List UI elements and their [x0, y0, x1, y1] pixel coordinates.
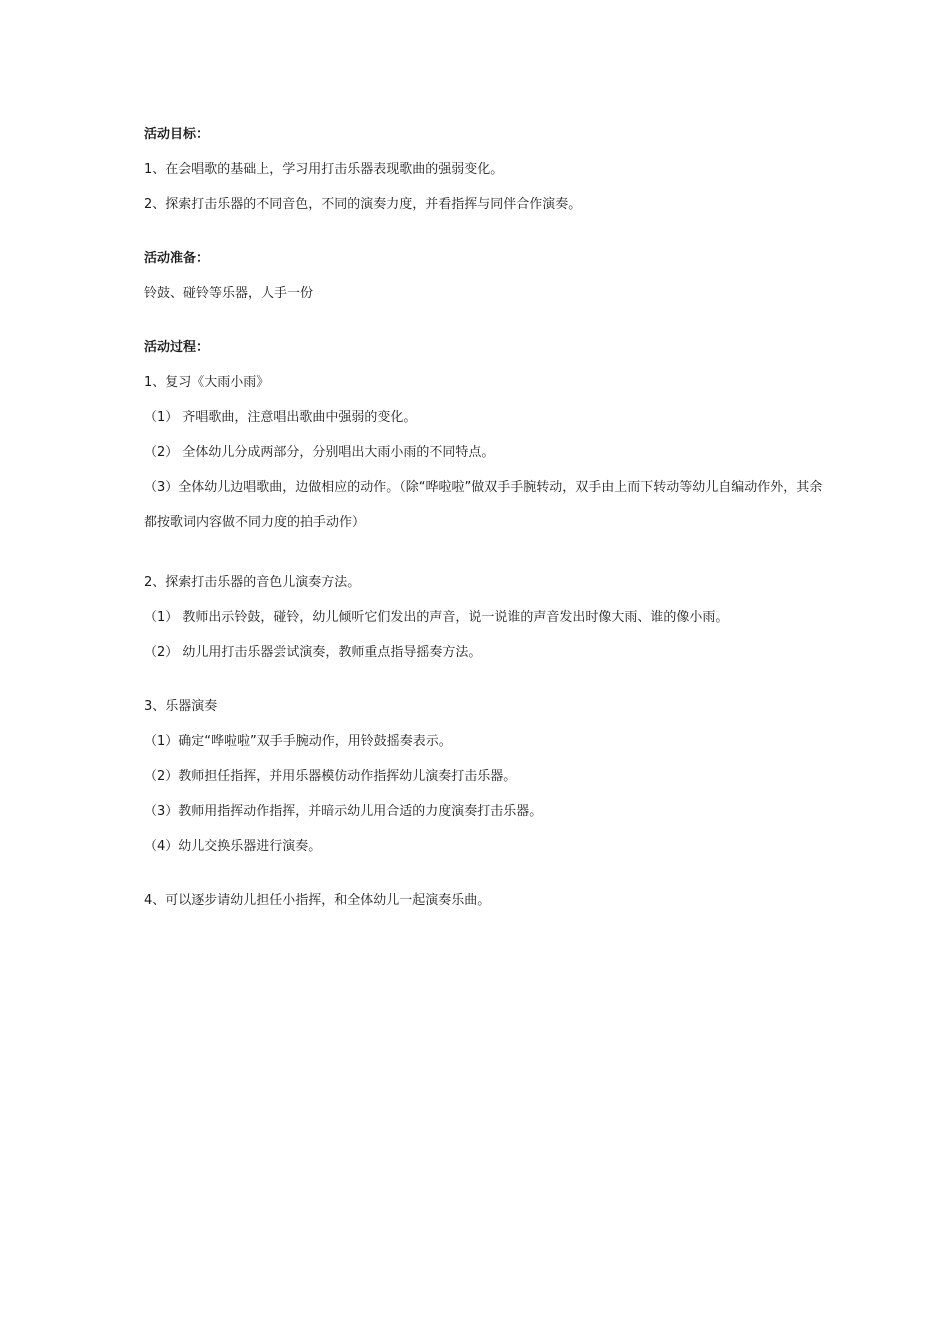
goal-item-1: 1、在会唱歌的基础上，学习用打击乐器表现歌曲的强弱变化。: [144, 162, 504, 177]
step1-item-3: （3）全体幼儿边唱歌曲，边做相应的动作。（除“哗啦啦”做双手手腕转动，双手由上而下转动等幼儿自编动作外，其余都按歌词内容做不同力度的拍手动作）: [144, 480, 823, 530]
step1-title: 1、复习《大雨小雨》: [144, 375, 270, 390]
step4-title: 4、可以逐步请幼儿担任小指挥，和全体幼儿一起演奏乐曲。: [144, 893, 491, 908]
step3-title: 3、乐器演奏: [144, 699, 218, 714]
step3-item-3: （3）教师用指挥动作指挥，并暗示幼儿用合适的力度演奏打击乐器。: [144, 804, 543, 819]
step3-item-2: （2）教师担任指挥，并用乐器模仿动作指挥幼儿演奏打击乐器。: [144, 769, 517, 784]
step1-item-2: （2） 全体幼儿分成两部分，分别唱出大雨小雨的不同特点。: [144, 445, 495, 460]
goals-heading: 活动目标：: [144, 127, 210, 142]
step3-item-4: （4）幼儿交换乐器进行演奏。: [144, 839, 322, 854]
step1-item-1: （1） 齐唱歌曲，注意唱出歌曲中强弱的变化。: [144, 410, 417, 425]
step2-title: 2、探索打击乐器的音色儿演奏方法。: [144, 575, 361, 590]
step2-item-2: （2） 幼儿用打击乐器尝试演奏，教师重点指导摇奏方法。: [144, 645, 482, 660]
step3-item-1: （1）确定“哗啦啦”双手手腕动作，用铃鼓摇奏表示。: [144, 734, 452, 749]
goal-item-2: 2、探索打击乐器的不同音色，不同的演奏力度，并看指挥与同伴合作演奏。: [144, 197, 582, 212]
prep-text: 铃鼓、碰铃等乐器，人手一份: [144, 286, 314, 301]
process-heading: 活动过程：: [144, 340, 210, 355]
prep-heading: 活动准备：: [144, 251, 210, 266]
document-body: [144, 124, 824, 912]
step2-item-1: （1） 教师出示铃鼓，碰铃，幼儿倾听它们发出的声音，说一说谁的声音发出时像大雨、谁的像小雨。: [144, 610, 729, 625]
